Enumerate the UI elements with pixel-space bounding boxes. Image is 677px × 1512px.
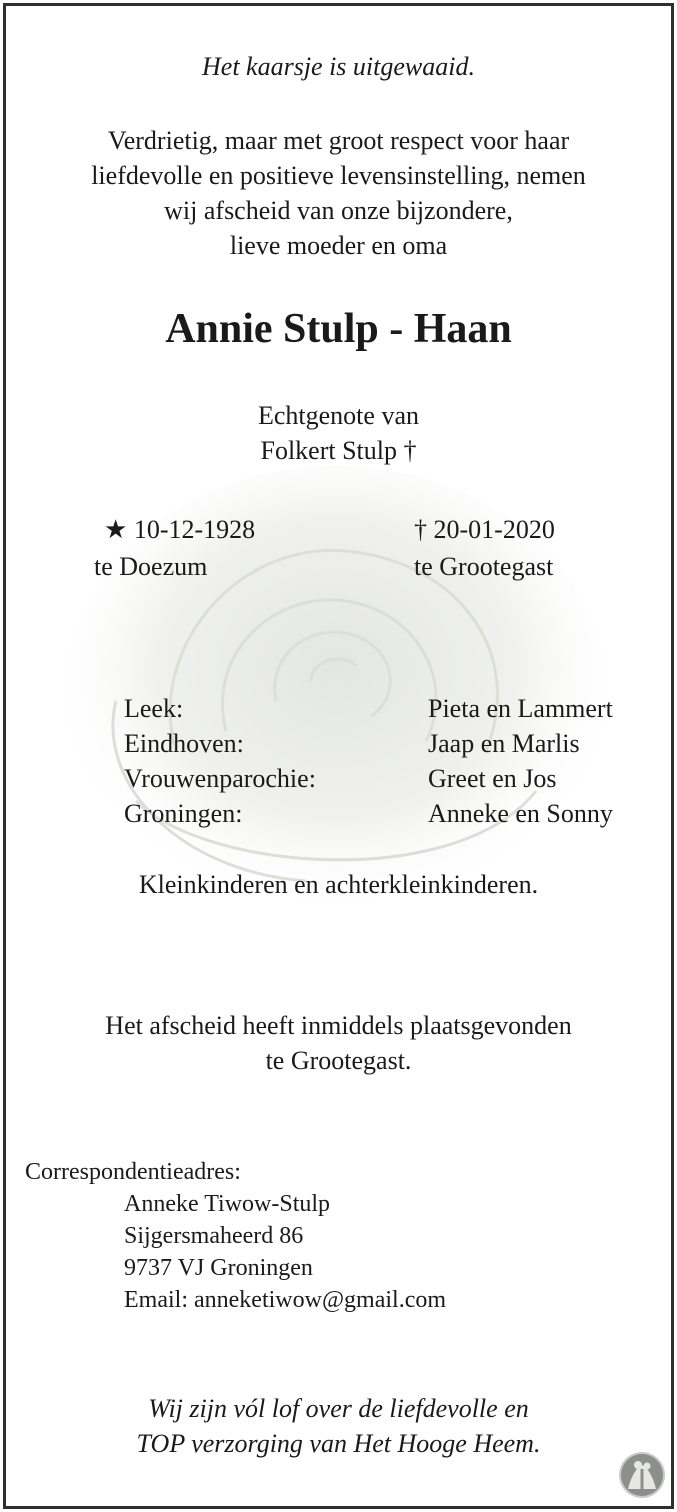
opening-line: Het kaarsje is uitgewaaid.	[202, 52, 475, 81]
closing-line-1: Wij zijn vól lof over de liefdevolle en	[148, 1394, 529, 1423]
family-place: Groningen:	[124, 799, 243, 828]
family-names: Pieta en Lammert	[428, 694, 613, 723]
memorial-logo-icon	[618, 1451, 666, 1499]
correspondence-city: 9737 VJ Groningen	[124, 1255, 313, 1281]
obituary-card	[3, 3, 674, 1509]
correspondence-label: Correspondentieadres:	[25, 1159, 241, 1185]
farewell-line-2: te Grootegast.	[265, 1046, 412, 1075]
intro-line-2: liefdevolle en positieve levensinstelling, nemen	[91, 161, 586, 190]
family-names: Anneke en Sonny	[428, 799, 613, 828]
correspondence-street: Sijgersmaheerd 86	[124, 1223, 304, 1249]
family-place: Eindhoven:	[124, 729, 244, 758]
farewell-line-1: Het afscheid heeft inmiddels plaatsgevonden	[105, 1011, 572, 1040]
death-date: † 20-01-2020	[414, 515, 555, 544]
family-place: Vrouwenparochie:	[124, 764, 316, 793]
correspondence-email: Email: anneketiwow@gmail.com	[124, 1287, 447, 1313]
grandchildren-line: Kleinkinderen en achterkleinkinderen.	[138, 870, 539, 899]
intro-line-4: lieve moeder en oma	[229, 231, 448, 260]
family-names: Greet en Jos	[428, 764, 557, 793]
deceased-name: Annie Stulp - Haan	[165, 306, 512, 352]
correspondence-name: Anneke Tiwow-Stulp	[124, 1191, 331, 1217]
intro-line-3: wij afscheid van onze bijzondere,	[164, 196, 513, 225]
spouse-line-2: Folkert Stulp †	[260, 436, 417, 465]
death-place: te Grootegast	[414, 552, 554, 581]
star-icon: ★	[104, 515, 128, 544]
family-place: Leek:	[124, 694, 184, 723]
birth-date: ★ 10-12-1928	[104, 515, 256, 544]
spouse-line-1: Echtgenote van	[258, 401, 419, 430]
cross-icon: †	[414, 515, 427, 544]
birth-place: te Doezum	[94, 552, 208, 581]
intro-line-1: Verdrietig, maar met groot respect voor haar	[107, 126, 570, 155]
family-names: Jaap en Marlis	[428, 729, 580, 758]
closing-line-2: TOP verzorging van Het Hooge Heem.	[136, 1429, 541, 1458]
